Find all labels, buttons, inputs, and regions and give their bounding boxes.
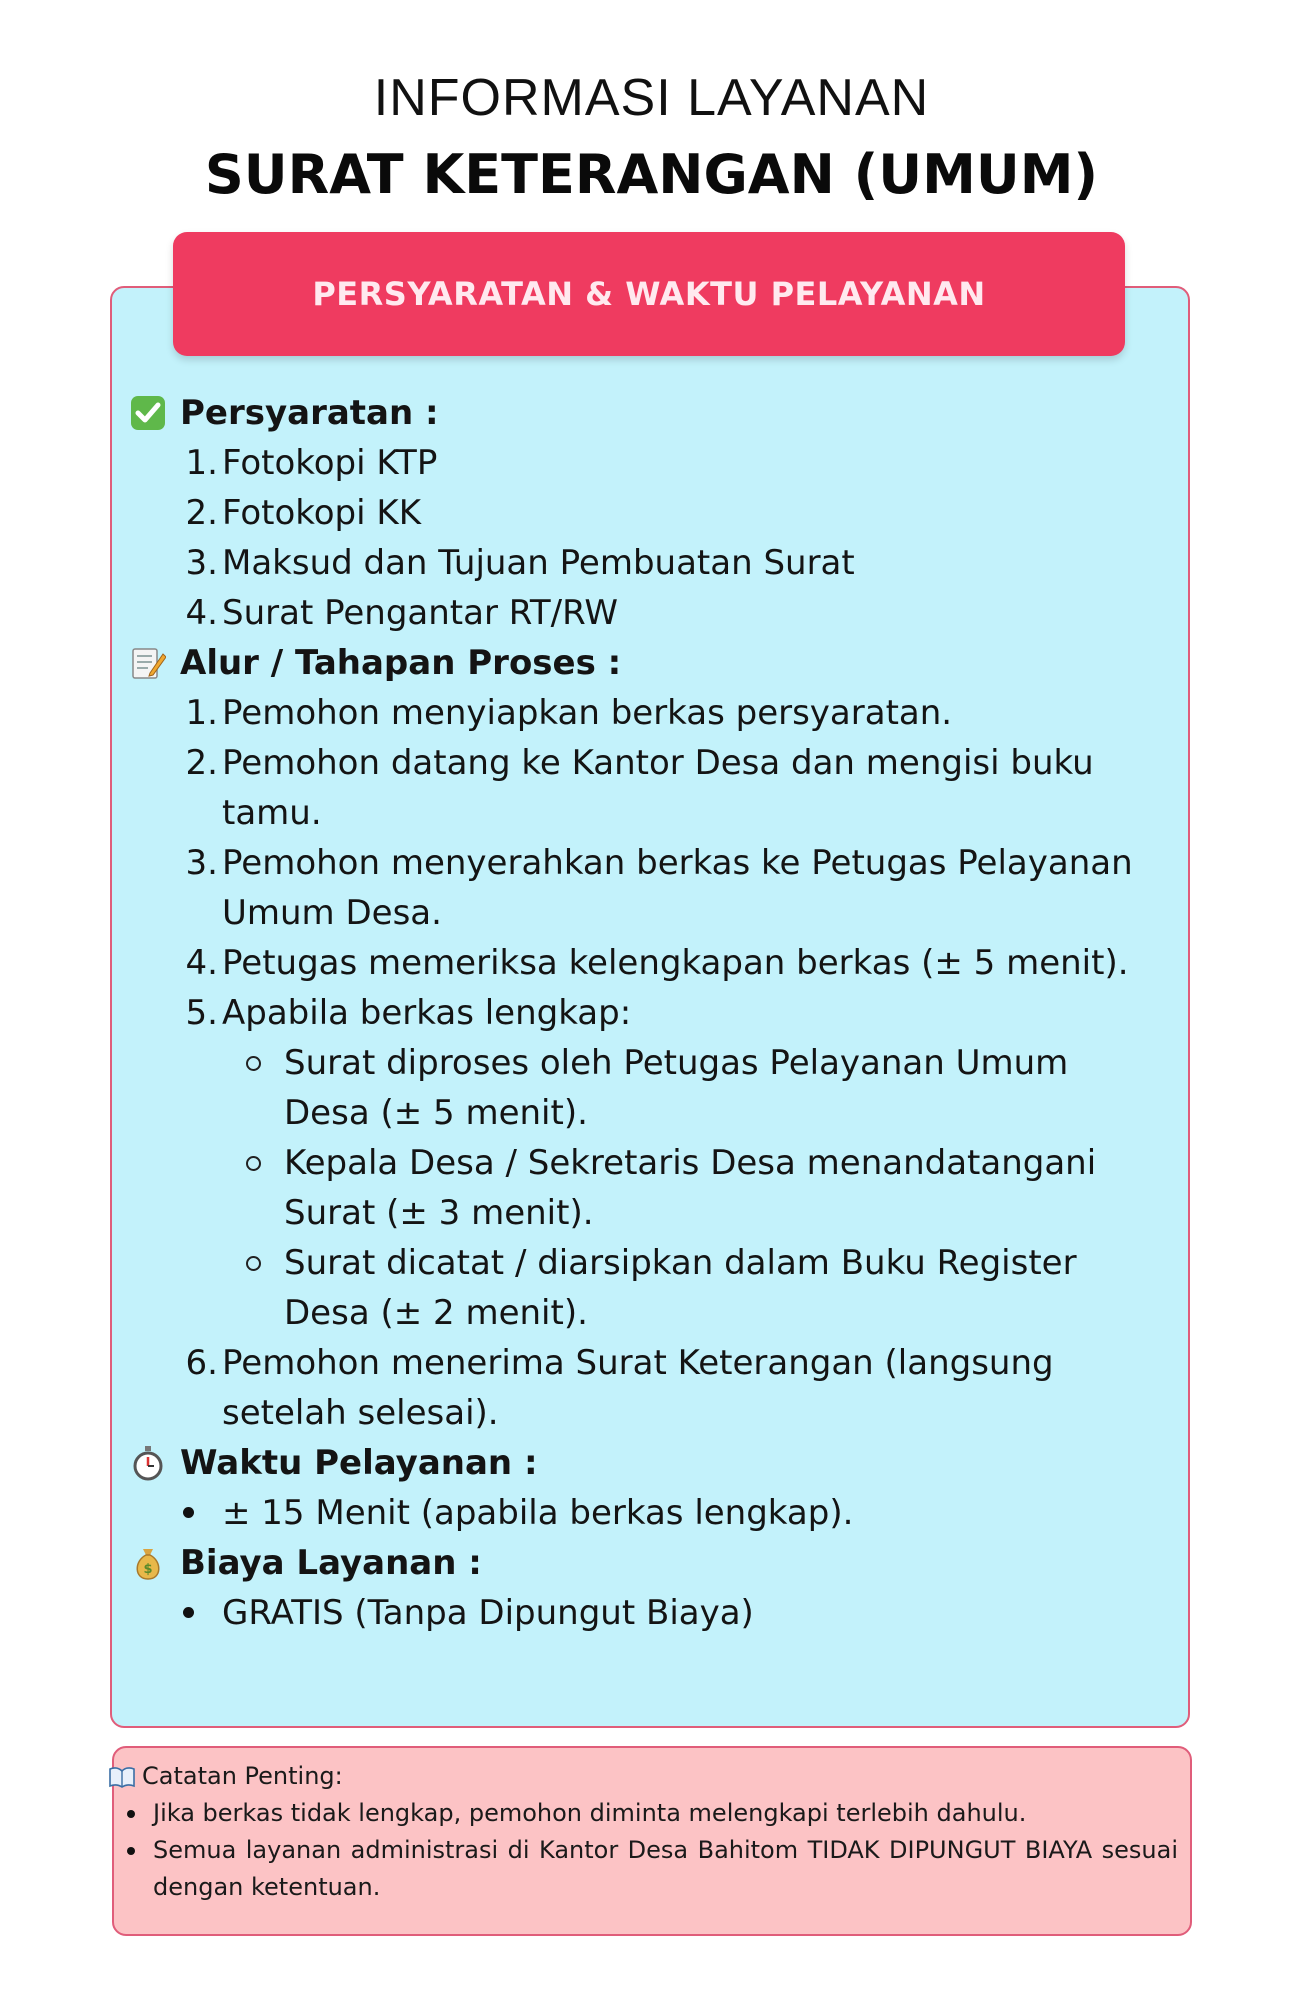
waktu-heading: Waktu Pelayanan :: [128, 1438, 1178, 1488]
note-content: [108, 1758, 1178, 1906]
list-item: 3. Maksud dan Tujuan Pembuatan Surat: [185, 543, 855, 583]
circle-bullet-icon: [222, 1038, 284, 1138]
circle-bullet-icon: [222, 1238, 284, 1338]
note-item: Jika berkas tidak lengkap, pemohon diminta melengkapi terlebih dahulu.: [108, 1795, 1178, 1832]
bullet-icon: [154, 1588, 222, 1638]
list-item: 6. Pemohon menerima Surat Keterangan (langsung setelah selesai).: [185, 1343, 1054, 1433]
persyaratan-heading: Persyaratan :: [128, 388, 1178, 438]
sub-list-item: Surat dicatat / diarsipkan dalam Buku Register Desa (± 2 menit).: [222, 1238, 1178, 1338]
section-banner: PERSYARATAN & WAKTU PELAYANAN: [173, 232, 1125, 356]
list-item: GRATIS (Tanpa Dipungut Biaya): [154, 1588, 1178, 1638]
bullet-icon: [154, 1488, 222, 1538]
list-item: 1. Fotokopi KTP: [185, 443, 438, 483]
list-item: 2. Pemohon datang ke Kantor Desa dan mengisi buku tamu.: [185, 743, 1094, 833]
sub-list-item: Surat diproses oleh Petugas Pelayanan Umum Desa (± 5 menit).: [222, 1038, 1178, 1138]
list-item: 4. Petugas memeriksa kelengkapan berkas (± 5 menit).: [185, 943, 1129, 983]
list-item: 2. Fotokopi KK: [185, 493, 421, 533]
check-mark-icon: [128, 395, 168, 431]
biaya-heading: $ Biaya Layanan :: [128, 1538, 1178, 1588]
sub-list-item: Kepala Desa / Sekretaris Desa menandatangani Surat (± 3 menit).: [222, 1138, 1178, 1238]
stopwatch-icon: [128, 1445, 168, 1481]
note-title: Catatan Penting:: [108, 1758, 1178, 1795]
info-content: [128, 388, 1178, 1638]
circle-bullet-icon: [222, 1138, 284, 1238]
bullet-icon: [108, 1795, 153, 1832]
list-item: 4. Surat Pengantar RT/RW: [185, 593, 618, 633]
list-item: 5. Apabila berkas lengkap:: [185, 993, 632, 1033]
money-bag-icon: [128, 1545, 168, 1581]
memo-icon: [128, 645, 168, 681]
alur-heading: Alur / Tahapan Proses :: [128, 638, 1178, 688]
svg-text:$: $: [143, 1562, 153, 1577]
page-title-line2: SURAT KETERANGAN (UMUM): [204, 143, 1099, 206]
note-item: Semua layanan administrasi di Kantor Desa Bahitom TIDAK DIPUNGUT BIAYA sesuai dengan ketentuan.: [108, 1832, 1178, 1906]
bullet-icon: [108, 1832, 153, 1906]
list-item: ± 15 Menit (apabila berkas lengkap).: [154, 1488, 1178, 1538]
list-item: 1. Pemohon menyiapkan berkas persyaratan.: [185, 693, 953, 733]
open-book-icon: [108, 1766, 138, 1788]
page-title-line1: INFORMASI LAYANAN: [373, 69, 930, 127]
list-item: 3. Pemohon menyerahkan berkas ke Petugas Pelayanan Umum Desa.: [185, 843, 1133, 933]
